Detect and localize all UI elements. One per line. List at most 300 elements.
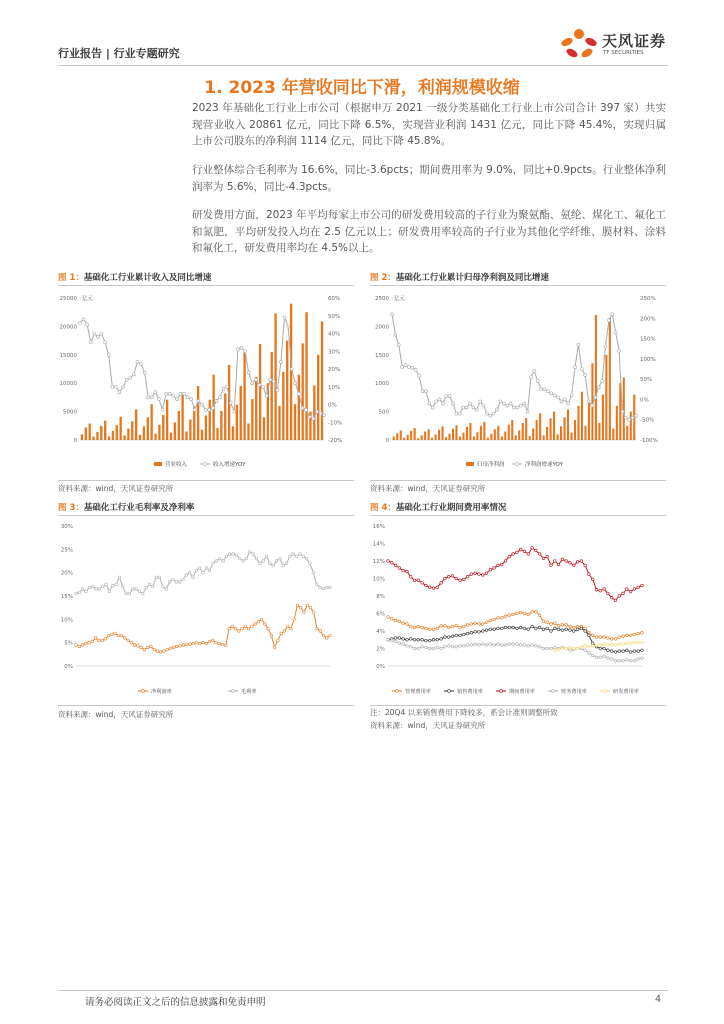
series-point-0 <box>234 627 237 630</box>
legend-label: 财务费用率 <box>561 689 587 695</box>
series-point-2 <box>580 627 583 630</box>
series-point-4 <box>622 643 625 646</box>
bar <box>532 429 534 440</box>
series-point-1 <box>248 550 251 553</box>
series-point-3 <box>428 647 431 650</box>
series-point-0 <box>78 645 81 648</box>
growth-point <box>308 415 311 418</box>
series-point-0 <box>163 650 166 653</box>
bar <box>255 377 257 440</box>
growth-point <box>614 331 617 334</box>
series-point-0 <box>179 645 182 648</box>
series-point-1 <box>512 613 515 616</box>
fig1-chart <box>58 288 354 478</box>
series-point-0 <box>531 547 534 550</box>
growth-point <box>82 318 85 321</box>
series-point-1 <box>202 571 205 574</box>
bar <box>563 417 565 440</box>
growth-point <box>577 343 580 346</box>
y-right-tick-label: 50% <box>328 313 341 320</box>
bar <box>508 425 510 440</box>
series-point-3 <box>417 647 420 650</box>
series-point-1 <box>265 555 268 558</box>
series-point-3 <box>603 655 606 658</box>
series-point-1 <box>455 624 458 627</box>
bar <box>431 438 433 440</box>
bar <box>220 411 222 440</box>
series-point-0 <box>273 646 276 649</box>
series-point-1 <box>225 555 228 558</box>
series-point-1 <box>542 620 545 623</box>
series-point-0 <box>519 548 522 551</box>
series-point-1 <box>463 625 466 628</box>
series-point-3 <box>432 647 435 650</box>
series-point-0 <box>286 625 289 628</box>
growth-point <box>118 391 121 394</box>
series-point-0 <box>280 632 283 635</box>
fig3-caption <box>58 501 194 513</box>
series-point-1 <box>478 623 481 626</box>
series-point-1 <box>481 623 484 626</box>
bar <box>259 344 261 440</box>
bar <box>181 393 183 440</box>
series-point-1 <box>228 553 231 556</box>
series-point-1 <box>138 590 141 593</box>
series-point-2 <box>554 627 557 630</box>
bar <box>410 431 412 440</box>
series-point-3 <box>440 647 443 650</box>
bar <box>158 425 160 440</box>
series-point-0 <box>296 604 299 607</box>
series-point-0 <box>228 627 231 630</box>
growth-point <box>262 385 265 388</box>
y-left-tick-label: 10000 <box>59 381 77 388</box>
series-point-1 <box>75 592 78 595</box>
bar <box>515 435 517 440</box>
bar <box>147 417 149 440</box>
growth-point <box>560 400 563 403</box>
growth-point <box>411 366 414 369</box>
growth-point <box>111 385 114 388</box>
series-point-1 <box>451 625 454 628</box>
series-point-2 <box>459 634 462 637</box>
growth-point <box>89 341 92 344</box>
series-point-0 <box>409 575 412 578</box>
series-point-2 <box>402 638 405 641</box>
series-point-1 <box>289 555 292 558</box>
bar <box>400 430 402 440</box>
series-point-3 <box>497 643 500 646</box>
series-point-2 <box>447 636 450 639</box>
series-point-3 <box>542 647 545 650</box>
bar <box>243 350 245 440</box>
growth-point <box>269 378 272 381</box>
fig3-number: 图 3： <box>58 503 84 513</box>
series-point-3 <box>447 645 450 648</box>
legend-marker <box>142 690 145 693</box>
growth-point <box>438 398 441 401</box>
bar <box>232 426 234 440</box>
growth-point <box>421 390 424 393</box>
growth-point <box>218 396 221 399</box>
series-point-1 <box>195 569 198 572</box>
series-point-0 <box>88 641 91 644</box>
series-point-3 <box>470 644 473 647</box>
y-right-tick-label: 60% <box>328 296 341 302</box>
series-point-2 <box>527 628 530 631</box>
growth-point <box>319 412 322 415</box>
series-point-0 <box>267 627 270 630</box>
series-point-2 <box>633 650 636 653</box>
series-point-1 <box>322 587 325 590</box>
y-left-tick-label: 1000 <box>375 381 389 388</box>
series-point-0 <box>283 630 286 633</box>
growth-point <box>604 345 607 348</box>
series-point-0 <box>591 578 594 581</box>
footer-rule <box>58 990 668 991</box>
fig4-number: 图 4： <box>370 503 396 513</box>
series-point-0 <box>325 637 328 640</box>
series-point-0 <box>309 606 312 609</box>
series-point-1 <box>325 586 328 589</box>
fig4-source: 资料来源：wind，天风证券研究所 <box>370 721 486 730</box>
growth-point <box>485 412 488 415</box>
series-point-3 <box>637 658 640 661</box>
growth-point <box>607 319 610 322</box>
series-point-1 <box>212 562 215 565</box>
growth-point <box>150 396 153 399</box>
bar <box>612 429 614 440</box>
series-point-0 <box>101 639 104 642</box>
series-point-0 <box>159 651 162 654</box>
bar <box>511 420 513 440</box>
series-point-2 <box>538 626 541 629</box>
growth-point <box>323 414 326 417</box>
series-point-0 <box>527 553 530 556</box>
y-tick-label: 14% <box>372 541 385 548</box>
bar <box>120 417 122 440</box>
series-point-0 <box>572 564 575 567</box>
bar <box>112 431 114 440</box>
series-point-2 <box>516 627 519 630</box>
series-point-0 <box>322 634 325 637</box>
bar <box>123 435 125 440</box>
bar <box>274 313 276 440</box>
legend-label: 毛利率 <box>241 689 257 695</box>
series-point-3 <box>622 659 625 662</box>
growth-point <box>536 380 539 383</box>
paragraph-rd: 研发费用方面，2023 年平均每家上市公司的研发费用较高的子行业为聚氨酯、氨纶、煤化工、氟化工和氮肥，平均研发投入均在 2.5 亿元以上；研发费用率较高的子行业为其他化学纤维、膜材料、涂料和氟化工，研发费用率均在 4.5%以上。 <box>192 209 666 254</box>
series-point-3 <box>641 657 644 660</box>
growth-point <box>635 414 638 417</box>
growth-point <box>240 346 243 349</box>
y-tick-label: 15% <box>60 594 73 600</box>
series-point-0 <box>508 555 511 558</box>
series-point-0 <box>172 646 175 649</box>
series-point-4 <box>595 644 598 647</box>
growth-point <box>550 392 553 395</box>
series-point-3 <box>451 645 454 648</box>
company-logo <box>558 26 668 62</box>
series-point-0 <box>523 550 526 553</box>
series-point-0 <box>554 560 557 563</box>
growth-point <box>407 365 410 368</box>
growth-point <box>424 390 427 393</box>
series-point-0 <box>312 611 315 614</box>
growth-point <box>254 378 257 381</box>
series-point-0 <box>614 599 617 602</box>
series-point-1 <box>185 574 188 577</box>
series-point-1 <box>299 553 302 556</box>
growth-point <box>136 360 139 363</box>
series-point-0 <box>633 588 636 591</box>
bar <box>525 418 527 440</box>
series-point-4 <box>641 641 644 644</box>
growth-point <box>401 365 404 368</box>
series-point-0 <box>264 623 267 626</box>
growth-point <box>513 406 516 409</box>
series-point-1 <box>128 592 131 595</box>
series-point-2 <box>425 639 428 642</box>
series-point-1 <box>111 584 114 587</box>
growth-point <box>161 408 164 411</box>
series-point-0 <box>421 582 424 585</box>
series-point-4 <box>554 649 557 652</box>
series-point-0 <box>489 568 492 571</box>
series-point-1 <box>633 633 636 636</box>
bar <box>81 434 83 440</box>
series-point-0 <box>390 561 393 564</box>
series-point-2 <box>622 650 625 653</box>
growth-point <box>574 365 577 368</box>
series-point-1 <box>402 622 405 625</box>
growth-point <box>236 348 239 351</box>
fig2-caption <box>370 271 549 283</box>
series-point-2 <box>463 633 466 636</box>
series-point-0 <box>470 573 473 576</box>
legend-label-bar: 归母净利润 <box>477 462 505 468</box>
bar <box>302 343 304 440</box>
growth-point <box>305 408 308 411</box>
growth-point <box>611 313 614 316</box>
series-point-0 <box>394 564 397 567</box>
bar <box>476 432 478 440</box>
series-point-3 <box>626 659 629 662</box>
legend-marker-line <box>516 463 519 466</box>
series-point-1 <box>252 553 255 556</box>
series-point-1 <box>262 560 265 563</box>
series-point-0 <box>166 648 169 651</box>
growth-point <box>465 406 468 409</box>
series-point-3 <box>614 659 617 662</box>
series-point-1 <box>444 624 447 627</box>
growth-point <box>391 313 394 316</box>
series-point-3 <box>516 643 519 646</box>
bar <box>546 427 548 440</box>
y-tick-label: 0% <box>64 664 73 670</box>
bar <box>574 420 576 440</box>
series-point-2 <box>489 628 492 631</box>
fig4-chart <box>370 518 666 702</box>
series-point-1 <box>417 625 420 628</box>
series-point-1 <box>125 592 128 595</box>
growth-point <box>96 336 99 339</box>
series-point-0 <box>561 558 564 561</box>
legend-label: 期间费用率 <box>509 689 535 695</box>
series-point-0 <box>146 646 149 649</box>
series-point-0 <box>637 586 640 589</box>
series-point-2 <box>394 637 397 640</box>
series-point-1 <box>315 583 318 586</box>
growth-point <box>567 402 570 405</box>
growth-point <box>472 406 475 409</box>
fig1-rule <box>58 285 354 286</box>
series-point-1 <box>85 590 88 593</box>
series-point-1 <box>259 562 262 565</box>
series-point-0 <box>231 625 234 628</box>
series-point-0 <box>224 644 227 647</box>
series-point-0 <box>629 590 632 593</box>
y-right-tick-label: 0% <box>640 397 649 404</box>
series-point-4 <box>607 644 610 647</box>
series-point-1 <box>222 560 225 563</box>
series-point-1 <box>584 627 587 630</box>
bar <box>170 433 172 440</box>
bar <box>462 433 464 440</box>
series-point-1 <box>305 557 308 560</box>
series-point-1 <box>591 634 594 637</box>
series-point-0 <box>254 623 257 626</box>
series-point-2 <box>485 629 488 632</box>
series-point-2 <box>557 628 560 631</box>
growth-point <box>475 408 478 411</box>
growth-point <box>397 343 400 346</box>
series-point-2 <box>421 638 424 641</box>
series-point-2 <box>470 631 473 634</box>
logo-subtitle: TF SECURITIES <box>603 50 644 56</box>
series-point-4 <box>633 641 636 644</box>
bar <box>497 426 499 440</box>
growth-point <box>93 332 96 335</box>
fig4-bottom-rule <box>370 705 666 706</box>
growth-point <box>107 353 110 356</box>
growth-point <box>301 407 304 410</box>
series-point-0 <box>447 575 450 578</box>
series-point-1 <box>607 637 610 640</box>
series-point-2 <box>481 630 484 633</box>
growth-point <box>455 412 458 415</box>
growth-point <box>287 325 290 328</box>
y-right-tick-label: -100% <box>640 438 658 444</box>
bar <box>403 438 405 440</box>
series-point-1 <box>235 554 238 557</box>
series-point-0 <box>595 589 598 592</box>
growth-point <box>294 382 297 385</box>
growth-point <box>132 373 135 376</box>
series-point-0 <box>603 588 606 591</box>
series-point-0 <box>97 639 100 642</box>
y-tick-label: 10% <box>60 617 73 624</box>
series-point-0 <box>185 643 188 646</box>
y-right-tick-label: 20% <box>328 367 341 373</box>
growth-point <box>458 412 461 415</box>
series-point-0 <box>432 587 435 590</box>
bar <box>174 422 176 440</box>
series-point-4 <box>599 644 602 647</box>
legend-label: 净利润率 <box>151 689 172 695</box>
series-point-1 <box>390 617 393 620</box>
bar <box>271 352 273 440</box>
series-point-3 <box>474 643 477 646</box>
bar <box>473 437 475 440</box>
growth-point <box>492 412 495 415</box>
bar <box>494 429 496 440</box>
fig3-title: 基础化工行业毛利率及净利率 <box>83 503 195 513</box>
growth-point <box>315 410 318 413</box>
series-point-0 <box>176 645 179 648</box>
bar <box>247 424 249 440</box>
series-point-1 <box>497 617 500 620</box>
series-point-1 <box>198 567 201 570</box>
bar <box>143 426 145 440</box>
bar <box>135 409 137 440</box>
bar <box>623 378 625 440</box>
series-point-0 <box>208 640 211 643</box>
series-point-0 <box>466 575 469 578</box>
series-point-1 <box>91 585 94 588</box>
bar <box>501 437 503 440</box>
series-point-1 <box>485 621 488 624</box>
bar <box>201 430 203 440</box>
growth-point <box>279 360 282 363</box>
fig3-bottom-rule <box>58 705 354 706</box>
series-point-0 <box>107 634 110 637</box>
y-right-tick-label: -50% <box>640 417 655 424</box>
growth-point <box>631 416 634 419</box>
y-tick-label: 6% <box>376 611 385 618</box>
series-point-3 <box>610 658 613 661</box>
series-point-1 <box>626 634 629 637</box>
series-point-1 <box>409 625 412 628</box>
series-point-0 <box>75 644 78 647</box>
series-point-0 <box>478 573 481 576</box>
series-point-2 <box>546 627 549 630</box>
series-point-3 <box>406 645 409 648</box>
series-point-1 <box>309 562 312 565</box>
series-point-3 <box>588 652 591 655</box>
series-point-2 <box>417 638 420 641</box>
series-point-1 <box>493 618 496 621</box>
series-point-3 <box>444 645 447 648</box>
paragraph-revenue: 2023 年基础化工行业上市公司（根据申万 2021 一级分类基础化工行业上市公司合计 397 家）共实现营业收入 20861 亿元，同比下降 6.5%，实现营业利润 1431 亿元，同比下降 45.4%，实现归属上市公司股东的净利润 1114 亿元，同比下降 45.8%。 <box>192 102 666 147</box>
series-point-1 <box>561 624 564 627</box>
bar <box>557 434 559 440</box>
series-point-0 <box>406 570 409 573</box>
series-point-1 <box>546 621 549 624</box>
growth-point <box>516 406 519 409</box>
bar <box>150 404 152 440</box>
series-point-0 <box>316 627 319 630</box>
fig2-rule <box>370 285 666 286</box>
growth-point <box>618 349 621 352</box>
series-point-0 <box>538 553 541 556</box>
series-point-1 <box>78 591 81 594</box>
legend-marker <box>500 690 503 693</box>
series-point-0 <box>504 560 507 563</box>
legend-swatch-bar <box>466 462 474 466</box>
series-point-1 <box>272 564 275 567</box>
series-point-0 <box>512 553 515 556</box>
